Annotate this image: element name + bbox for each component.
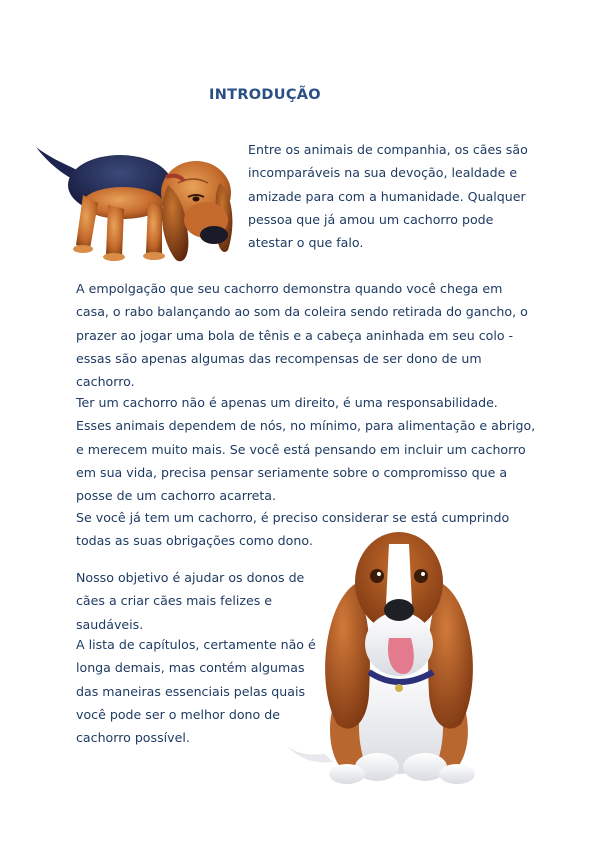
body-paragraph: A empolgação que seu cachorro demonstra quando você chega em casa, o rabo balançando ao som da coleira sendo retirada do gancho, o prazer ao jogar uma bola de tênis e a cabeça aninhada em seu colo - essas são apenas algumas das recompensas de ser dono de um cachorro. (76, 281, 528, 390)
intro-paragraph: Entre os animais de companhia, os cães são incomparáveis na sua devoção, lealdade e amizade para com a humanidade. Qualquer pessoa que já amou um cachorro pode atestar o que falo. (248, 142, 528, 251)
body-paragraph: Nosso objetivo é ajudar os donos de cães a criar cães mais felizes e saudáveis. (76, 570, 305, 632)
body-paragraph: A lista de capítulos, certamente não é longa demais, mas contém algumas das maneiras essenciais pelas quais você pode ser o melhor dono de cachorro possível. (76, 637, 316, 746)
body-paragraph: Se você já tem um cachorro, é preciso considerar se está cumprindo todas as suas obrigações como dono. (76, 510, 510, 549)
basset-hound-illustration (285, 524, 510, 794)
page-title: INTRODUÇÃO (209, 87, 321, 103)
bloodhound-illustration (28, 125, 243, 275)
body-paragraph: Ter um cachorro não é apenas um direito, é uma responsabilidade. Esses animais dependem de nós, no mínimo, para alimentação e abrigo, e merecem muito mais. Se você está pensando em incluir um cachorro em sua vida, precisa pensar seriamente sobre o compromisso que a posse de um cachorro acarreta. (76, 395, 536, 504)
